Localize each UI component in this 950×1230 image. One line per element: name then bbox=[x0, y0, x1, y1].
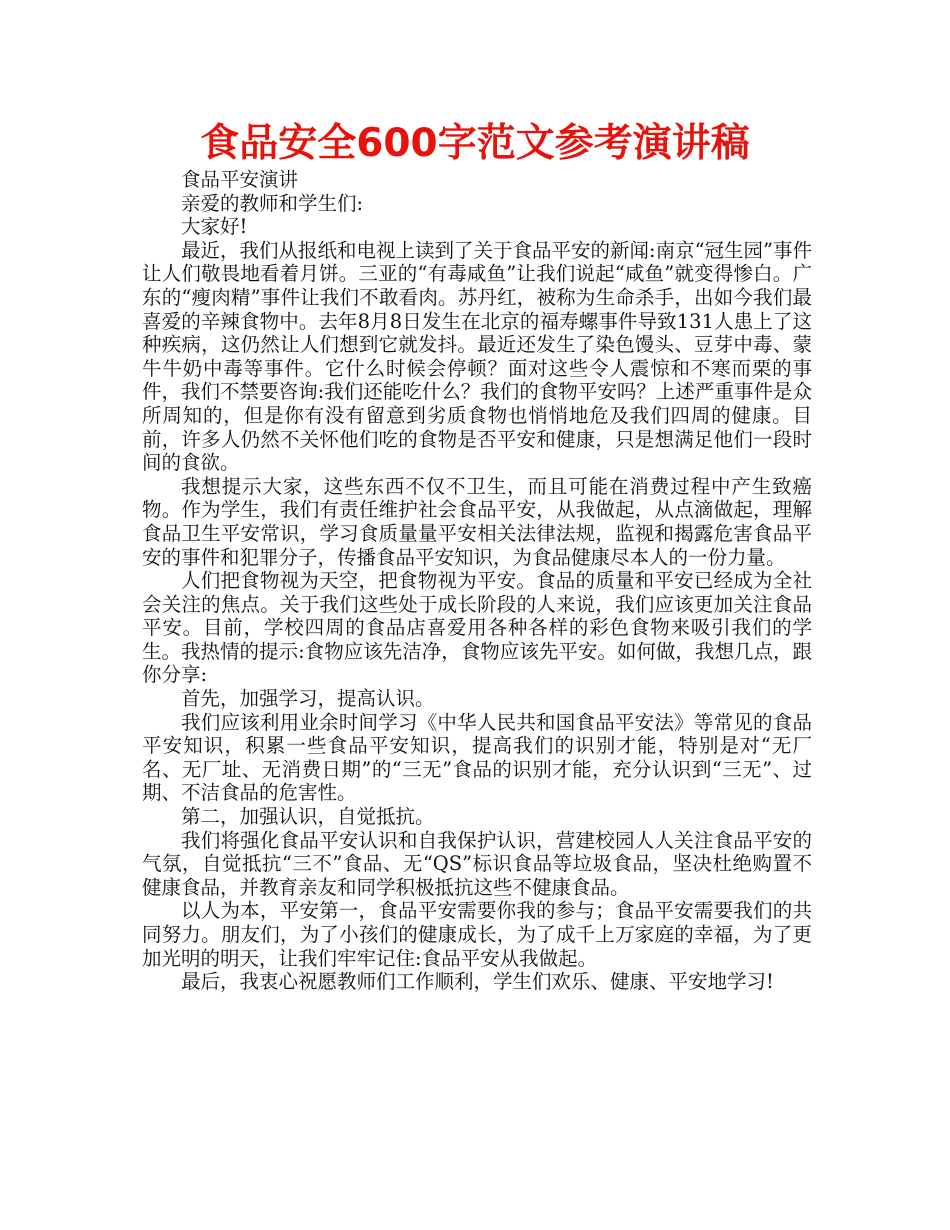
document-title: 食品安全600字范文参考演讲稿 bbox=[200, 121, 750, 166]
paragraph: 我们应该利用业余时间学习《中华人民共和国食品平安法》等常见的食品平安知识，积累一些食品平安知识，提高我们的识别才能，特别是对“无厂名、无厂址、无消费日期”的“三无”食品的识别才能，充分认识到“三无”、过期、不洁食品的危害性。 bbox=[142, 710, 812, 805]
paragraph: 第二，加强认识，自觉抵抗。 bbox=[181, 805, 435, 829]
paragraph: 我们将强化食品平安认识和自我保护认识，营建校园人人关注食品平安的气氛，自觉抵抗“三不”食品、无“QS”标识食品等垃圾食品，坚决杜绝购置不健康食品，并教育亲友和同学积极抵抗这些不健康食品。 bbox=[142, 828, 812, 899]
paragraph: 人们把食物视为天空，把食物视为平安。食品的质量和平安已经成为全社会关注的焦点。关于我们这些处于成长阶段的人来说，我们应该更加关注食品平安。目前，学校四周的食品店喜爱用各种各样的彩色食物来吸引我们的学生。我热情的提示:食物应该先洁净，食物应该先平安。如何做，我想几点，跟你分享: bbox=[142, 569, 812, 687]
paragraph-heading: 食品平安演讲 bbox=[181, 168, 299, 191]
paragraph-salutation: 亲爱的教师和学生们: bbox=[181, 191, 364, 215]
paragraph: 首先，加强学习，提高认识。 bbox=[181, 687, 435, 711]
document-body bbox=[142, 168, 812, 994]
paragraph-greeting: 大家好! bbox=[181, 215, 248, 239]
paragraph: 我想提示大家，这些东西不仅不卫生，而且可能在消费过程中产生致癌物。作为学生，我们有责任维护社会食品平安，从我做起，从点滴做起，理解食品卫生平安常识，学习食质量量平安相关法律法规，监视和揭露危害食品平安的事件和犯罪分子，传播食品平安知识，为食品健康尽本人的一份力量。 bbox=[142, 474, 812, 569]
paragraph: 最近，我们从报纸和电视上读到了关于食品平安的新闻:南京“冠生园”事件让人们敬畏地看着月饼。三亚的“有毒咸鱼”让我们说起“咸鱼”就变得惨白。广东的“瘦肉精”事件让我们不敢看肉。苏丹红，被称为生命杀手，出如今我们最喜爱的辛辣食物中。去年8月8日发生在北京的福寿螺事件导致131人患上了这种疾病，这仍然让人们想到它就发抖。最近还发生了染色馒头、豆芽中毒、蒙牛牛奶中毒等事件。它什么时候会停顿？面对这些令人震惊和不寒而栗的事件，我们不禁要咨询:我们还能吃什么？我们的食物平安吗？上述严重事件是众所周知的，但是你有没有留意到劣质食物也悄悄地危及我们四周的健康。目前，许多人仍然不关怀他们吃的食物是否平安和健康，只是想满足他们一段时间的食欲。 bbox=[142, 238, 813, 475]
paragraph-closing: 最后，我衷心祝愿教师们工作顺利，学生们欢乐、健康、平安地学习! bbox=[181, 970, 774, 994]
paragraph: 以人为本，平安第一，食品平安需要你我的参与；食品平安需要我们的共同努力。朋友们，为了小孩们的健康成长，为了成千上万家庭的幸福，为了更加光明的明天，让我们牢牢记住:食品平安从我做起。 bbox=[142, 899, 812, 970]
